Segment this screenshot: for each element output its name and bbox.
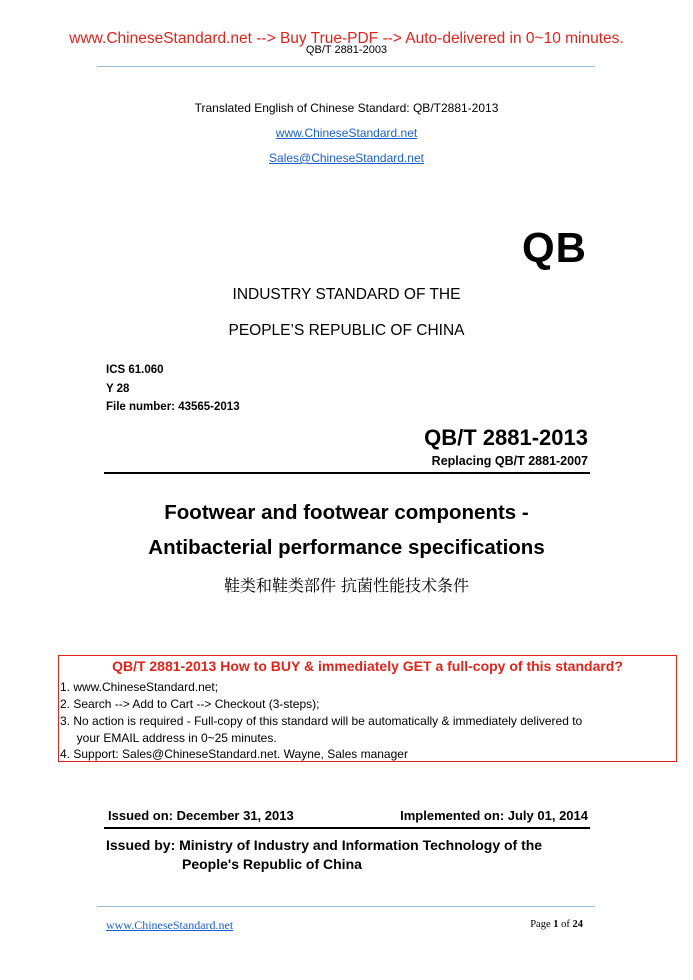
standard-number: QB/T 2881-2013: [424, 425, 588, 450]
buy-step: 2. Search --> Add to Cart --> Checkout (3-steps);: [60, 697, 320, 711]
promo-banner[interactable]: www.ChineseStandard.net --> Buy True-PDF --> Auto-delivered in 0~10 minutes.: [69, 30, 624, 47]
replacing-note: Replacing QB/T 2881-2007: [431, 454, 588, 468]
buy-step: 4. Support: Sales@ChineseStandard.net. Wayne, Sales manager: [60, 747, 408, 761]
website-link-row: [0, 124, 693, 142]
page-prefix: Page: [530, 919, 554, 930]
title-line-2: Antibacterial performance specifications: [148, 536, 545, 559]
title-chinese: 鞋类和鞋类部件 抗菌性能技术条件: [223, 576, 470, 595]
title-line-1: Footwear and footwear components -: [164, 501, 529, 524]
title-divider: [104, 472, 590, 474]
page-number: [530, 919, 583, 930]
page-of: of: [558, 919, 573, 930]
implemented-on-date: Implemented on: July 01, 2014: [400, 808, 588, 823]
page-total: 24: [572, 919, 583, 930]
issuer-line-2: People's Republic of China: [182, 856, 362, 872]
industry-line-2: PEOPLE’S REPUBLIC OF CHINA: [228, 322, 465, 339]
buy-step: your EMAIL address in 0~25 minutes.: [60, 731, 277, 745]
buy-step: 1. www.ChineseStandard.net;: [60, 680, 219, 694]
header-doc-code: QB/T 2881-2003: [305, 44, 388, 56]
ics-code: ICS 61.060: [106, 364, 164, 376]
buy-heading: QB/T 2881-2013 How to BUY & immediately GET a full-copy of this standard?: [112, 658, 623, 674]
website-link[interactable]: www.ChineseStandard.net: [275, 126, 418, 140]
footer-website-link[interactable]: www.ChineseStandard.net: [106, 918, 234, 932]
header-divider: [97, 66, 595, 67]
file-number: File number: 43565-2013: [106, 401, 240, 413]
issuer-line-1: Issued by: Ministry of Industry and Information Technology of the: [106, 837, 543, 853]
translation-note: Translated English of Chinese Standard: QB/T2881-2013: [194, 101, 499, 115]
email-link[interactable]: Sales@ChineseStandard.net: [269, 151, 424, 165]
industry-line-1: INDUSTRY STANDARD OF THE: [232, 286, 461, 303]
dates-divider: [104, 827, 590, 829]
email-link-row: [0, 149, 693, 167]
issued-on-date: Issued on: December 31, 2013: [108, 808, 294, 823]
footer-divider: [97, 906, 595, 907]
qb-logo: QB: [522, 224, 587, 271]
page-current: 1: [553, 919, 559, 930]
y-code: Y 28: [106, 383, 130, 395]
buy-step: 3. No action is required - Full-copy of this standard will be automatically & immediately delivered to: [60, 714, 583, 728]
